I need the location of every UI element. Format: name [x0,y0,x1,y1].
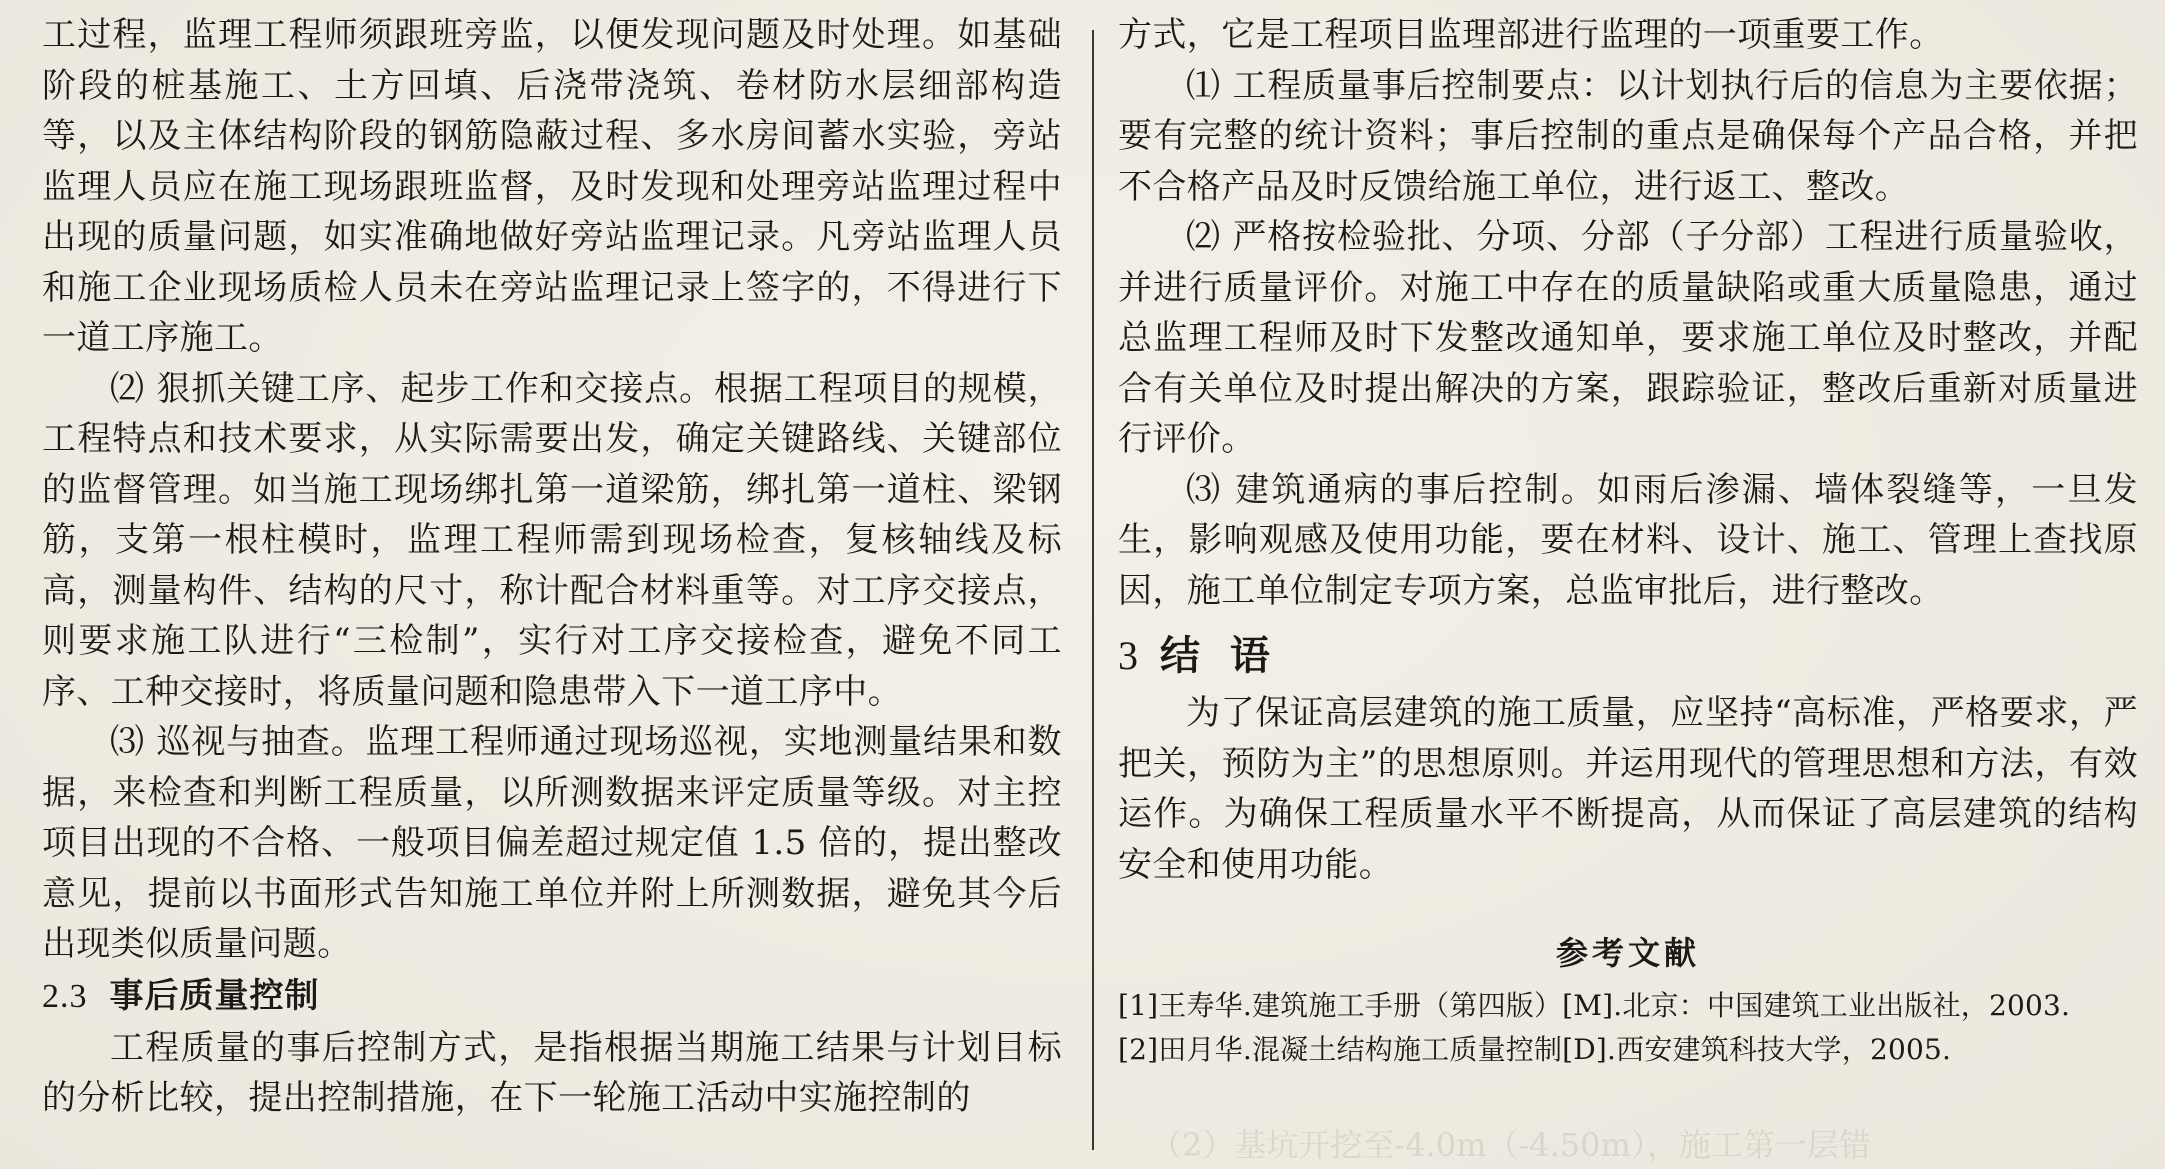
column-divider [1092,30,1094,1150]
paragraph-post-control-intro: 工程质量的事后控制方式，是指根据当期施工结果与计划目标的分析比较，提出控制措施，在下一轮施工活动中实施控制的 [42,1027,1062,1118]
paragraph-continuation: 方式，它是工程项目监理部进行监理的一项重要工作。 [1118,15,1944,55]
reference-item: [1]王寿华.建筑施工手册（第四版）[M].北京：中国建筑工业出版社，2003. [1118,989,2071,1022]
section-number: 3 [1118,633,1138,678]
references-heading: 参考文献 [1555,934,1700,972]
section-title: 结 语 [1160,633,1278,679]
paragraph-on-site-supervision: 工过程，监理工程师须跟班旁监，以便发现问题及时处理。如基础阶段的桩基施工、土方回填、后浇带浇筑、卷材防水层细部构造等，以及主体结构阶段的钢筋隐蔽过程、多水房间蓄水实验，旁站监理人员应在施工现场跟班监督，及时发现和处理旁站监理过程中出现的质量问题，如实准确地做好旁站监理记录。凡旁站监理人员和施工企业现场质检人员未在旁站监理记录上签字的，不得进行下一道工序施工。 [42,15,1062,358]
section-number: 2.3 [42,977,88,1015]
paragraph-conclusion: 为了保证高层建筑的施工质量，应坚持“高标准，严格要求，严把关，预防为主”的思想原则。并运用现代的管理思想和方法，有效运作。为确保工程质量水平不断提高，从而保证了高层建筑的结构安全和使用功能。 [1118,693,2138,885]
paragraph-inspection: ⑶ 巡视与抽查。监理工程师通过现场巡视，实地测量结果和数据，来检查和判断工程质量，以所测数据来评定质量等级。对主控项目出现的不合格、一般项目偏差超过规定值 1.5 倍的，提出整改意见，提前以书面形式告知施工单位并附上所测数据，避免其今后出现类似质量问题。 [42,722,1062,964]
paragraph-control-points: ⑴ 工程质量事后控制要点：以计划执行后的信息为主要依据；要有完整的统计资料；事后控制的重点是确保每个产品合格，并把不合格产品及时反馈给施工单位，进行返工、整改。 [1118,65,2138,207]
section-title: 事后质量控制 [109,975,320,1016]
reference-item: [2]田月华.混凝土结构施工质量控制[D].西安建筑科技大学，2005. [1118,1033,1952,1066]
paragraph-key-processes: ⑵ 狠抓关键工序、起步工作和交接点。根据工程项目的规模，工程特点和技术要求，从实际需要出发，确定关键路线、关键部位的监督管理。如当施工现场绑扎第一道梁筋，绑扎第一道柱、梁钢筋，支第一根柱模时，监理工程师需到现场检查，复核轴线及标高，测量构件、结构的尺寸，称计配合材料重等。对工序交接点，则要求施工队进行“三检制”，实行对工序交接检查，避免不同工序、工种交接时，将质量问题和隐患带入下一道工序中。 [42,368,1062,712]
left-column [42,10,1062,1124]
section-heading-2-3 [42,970,1062,1023]
paragraph-common-defects: ⑶ 建筑通病的事后控制。如雨后渗漏、墙体裂缝等，一旦发生，影响观感及使用功能，要在材料、设计、施工、管理上查找原因，施工单位制定专项方案，总监审批后，进行整改。 [1118,469,2138,611]
section-heading-conclusion [1118,628,2138,684]
paragraph-quality-acceptance: ⑵ 严格按检验批、分项、分部（子分部）工程进行质量验收，并进行质量评价。对施工中存在的质量缺陷或重大质量隐患，通过总监理工程师及时下发整改通知单，要求施工单位及时整改，并配合有关单位及时提出解决的方案，跟踪验证，整改后重新对质量进行评价。 [1118,217,2138,459]
bleed-through-text: （2）基坑开挖至-4.0m（-4.50m），施工第一层错 [1150,1126,1871,1164]
right-column [1118,10,2138,1072]
